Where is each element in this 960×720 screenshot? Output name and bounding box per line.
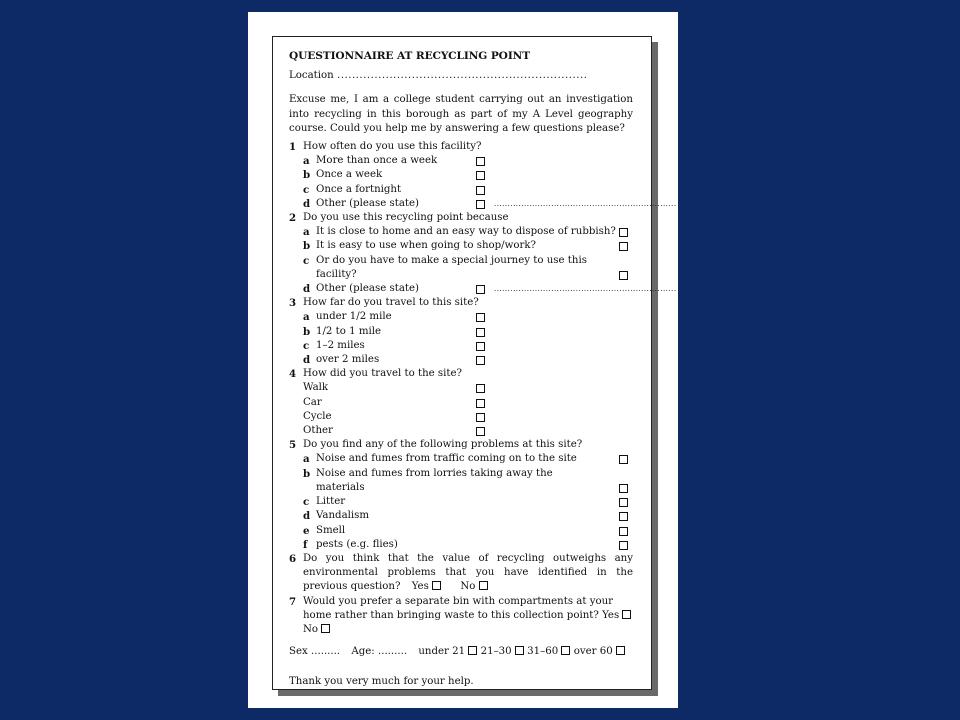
checkbox[interactable] bbox=[476, 384, 485, 393]
checkbox[interactable] bbox=[476, 285, 485, 294]
question-number: 7 bbox=[289, 595, 297, 608]
option-letter: a bbox=[303, 453, 310, 466]
q5-option-c bbox=[289, 495, 633, 509]
checkbox[interactable] bbox=[619, 541, 628, 550]
checkbox[interactable] bbox=[476, 200, 485, 209]
question-text: Would you prefer a separate bin with compartments at your home rather than bringing waste to this collection point? bbox=[303, 595, 614, 621]
checkbox[interactable] bbox=[619, 455, 628, 464]
option-text: over 2 miles bbox=[316, 354, 380, 366]
yes-label: Yes bbox=[411, 581, 429, 593]
no-checkbox[interactable] bbox=[479, 581, 488, 590]
q2-option-c bbox=[289, 254, 633, 282]
q1-option-b bbox=[289, 168, 633, 182]
q4-option-cycle bbox=[289, 410, 633, 424]
option-text: Vandalism bbox=[316, 510, 370, 522]
age-label[interactable]: Age: ......... bbox=[351, 646, 408, 658]
option-text: pests (e.g. flies) bbox=[316, 538, 398, 550]
q5-option-b bbox=[289, 467, 633, 495]
age-checkbox[interactable] bbox=[561, 646, 570, 655]
sex-label[interactable]: Sex ......... bbox=[289, 646, 341, 658]
q1-option-c bbox=[289, 183, 633, 197]
question-text: How often do you use this facility? bbox=[303, 141, 482, 153]
option-letter: d bbox=[303, 283, 311, 296]
option-text: Once a fortnight bbox=[316, 183, 402, 195]
option-text: 1/2 to 1 mile bbox=[316, 325, 382, 337]
option-text: It is close to home and an easy way to dispose of rubbish? bbox=[316, 226, 616, 238]
age-option: 31–60 bbox=[527, 646, 559, 658]
q2-option-a bbox=[289, 225, 633, 239]
option-text: Noise and fumes from traffic coming on to the site bbox=[316, 453, 577, 465]
option-letter: c bbox=[303, 254, 310, 267]
intro-paragraph: Excuse me, I am a college student carrying out an investigation into recycling in this borough as part of my A Level geography course. Could you help me by answering a few questions please? bbox=[289, 94, 633, 134]
location-field[interactable]: ................................................................... bbox=[336, 70, 588, 82]
checkbox[interactable] bbox=[619, 484, 628, 493]
location-label: Location bbox=[289, 70, 334, 82]
age-checkbox[interactable] bbox=[468, 646, 477, 655]
question-5 bbox=[289, 438, 633, 452]
question-7 bbox=[289, 595, 633, 638]
question-text: Do you use this recycling point because bbox=[303, 212, 509, 224]
option-letter: d bbox=[303, 354, 311, 367]
checkbox[interactable] bbox=[619, 228, 628, 237]
q1-option-a bbox=[289, 154, 633, 168]
q3-option-a bbox=[289, 310, 633, 324]
no-label: No bbox=[303, 623, 319, 635]
yes-label: Yes bbox=[602, 609, 620, 621]
option-letter: c bbox=[303, 183, 310, 196]
question-text: How far do you travel to this site? bbox=[303, 297, 479, 309]
question-3 bbox=[289, 296, 633, 310]
q3-option-b bbox=[289, 325, 633, 339]
checkbox[interactable] bbox=[476, 171, 485, 180]
option-text: Walk bbox=[303, 382, 329, 394]
option-letter: d bbox=[303, 197, 311, 210]
q4-option-other bbox=[289, 424, 633, 438]
q4-option-car bbox=[289, 396, 633, 410]
yes-checkbox[interactable] bbox=[432, 581, 441, 590]
question-number: 2 bbox=[289, 212, 297, 225]
q4-option-walk bbox=[289, 381, 633, 395]
checkbox[interactable] bbox=[476, 356, 485, 365]
questionnaire-sheet bbox=[272, 36, 677, 690]
option-text: Smell bbox=[316, 524, 346, 536]
questionnaire-content bbox=[289, 47, 677, 690]
q2-option-b bbox=[289, 239, 633, 253]
yes-checkbox[interactable] bbox=[622, 610, 631, 619]
option-letter: a bbox=[303, 311, 310, 324]
option-letter: b bbox=[303, 169, 311, 182]
option-letter: d bbox=[303, 510, 311, 523]
option-letter: a bbox=[303, 226, 310, 239]
q5-option-a bbox=[289, 452, 633, 466]
checkbox[interactable] bbox=[476, 342, 485, 351]
age-checkbox[interactable] bbox=[515, 646, 524, 655]
checkbox[interactable] bbox=[619, 527, 628, 536]
checkbox[interactable] bbox=[476, 328, 485, 337]
age-option: over 60 bbox=[573, 646, 613, 658]
no-checkbox[interactable] bbox=[321, 624, 330, 633]
option-text: Other (please state) bbox=[316, 197, 419, 209]
question-number: 1 bbox=[289, 141, 297, 154]
question-number: 3 bbox=[289, 297, 297, 310]
other-answer-line[interactable]: ................................................................... bbox=[494, 199, 677, 208]
option-text: Other bbox=[303, 425, 333, 437]
thanks-text: Thank you very much for your help. bbox=[289, 676, 474, 688]
other-answer-line[interactable]: ................................................................... bbox=[494, 285, 677, 294]
q5-option-e bbox=[289, 524, 633, 538]
question-number: 4 bbox=[289, 368, 297, 381]
sex-age-line bbox=[289, 645, 633, 659]
option-text: Noise and fumes from lorries taking away the materials bbox=[316, 467, 553, 493]
checkbox[interactable] bbox=[476, 399, 485, 408]
question-text: Do you think that the value of recycling outweighs any environmental problems that you have identified in the previous question? bbox=[303, 552, 633, 593]
option-text: It is easy to use when going to shop/work? bbox=[316, 240, 536, 252]
q1-option-d bbox=[289, 197, 677, 211]
questionnaire-title: QUESTIONNAIRE AT RECYCLING POINT bbox=[289, 50, 531, 62]
question-6 bbox=[289, 552, 633, 595]
option-text: Litter bbox=[316, 496, 346, 508]
question-text: Do you find any of the following problems at this site? bbox=[303, 439, 583, 451]
question-4 bbox=[289, 367, 633, 381]
option-text: Car bbox=[303, 396, 322, 408]
checkbox[interactable] bbox=[476, 157, 485, 166]
q3-option-c bbox=[289, 339, 633, 353]
question-2 bbox=[289, 211, 633, 225]
option-letter: a bbox=[303, 155, 310, 168]
location-line bbox=[289, 69, 633, 83]
option-text: Once a week bbox=[316, 169, 383, 181]
age-option: 21–30 bbox=[480, 646, 512, 658]
question-text-wrap bbox=[303, 595, 633, 638]
question-number: 6 bbox=[289, 552, 297, 565]
checkbox[interactable] bbox=[619, 512, 628, 521]
no-label: No bbox=[460, 581, 476, 593]
option-text: Cycle bbox=[303, 410, 332, 422]
option-text: Or do you have to make a special journey to use this facility? bbox=[316, 254, 587, 280]
checkbox[interactable] bbox=[619, 498, 628, 507]
question-text: How did you travel to the site? bbox=[303, 368, 462, 380]
age-option: under 21 bbox=[418, 646, 466, 658]
option-text: More than once a week bbox=[316, 155, 438, 167]
q5-option-f bbox=[289, 538, 633, 552]
question-text-wrap bbox=[303, 552, 633, 595]
checkbox[interactable] bbox=[619, 242, 628, 251]
option-letter: b bbox=[303, 467, 311, 480]
checkbox[interactable] bbox=[476, 313, 485, 322]
q5-option-d bbox=[289, 509, 633, 523]
option-letter: f bbox=[303, 538, 308, 551]
option-letter: e bbox=[303, 524, 310, 537]
option-letter: c bbox=[303, 339, 310, 352]
option-letter: b bbox=[303, 240, 311, 253]
q2-option-d bbox=[289, 282, 677, 296]
question-number: 5 bbox=[289, 439, 297, 452]
option-text: under 1/2 mile bbox=[316, 311, 392, 323]
option-text: 1–2 miles bbox=[316, 339, 365, 351]
age-checkbox[interactable] bbox=[616, 646, 625, 655]
option-letter: b bbox=[303, 325, 311, 338]
checkbox[interactable] bbox=[476, 413, 485, 422]
q3-option-d bbox=[289, 353, 633, 367]
option-letter: c bbox=[303, 496, 310, 509]
checkbox[interactable] bbox=[476, 186, 485, 195]
checkbox[interactable] bbox=[619, 271, 628, 280]
question-1 bbox=[289, 140, 633, 154]
option-text: Other (please state) bbox=[316, 283, 419, 295]
checkbox[interactable] bbox=[476, 427, 485, 436]
